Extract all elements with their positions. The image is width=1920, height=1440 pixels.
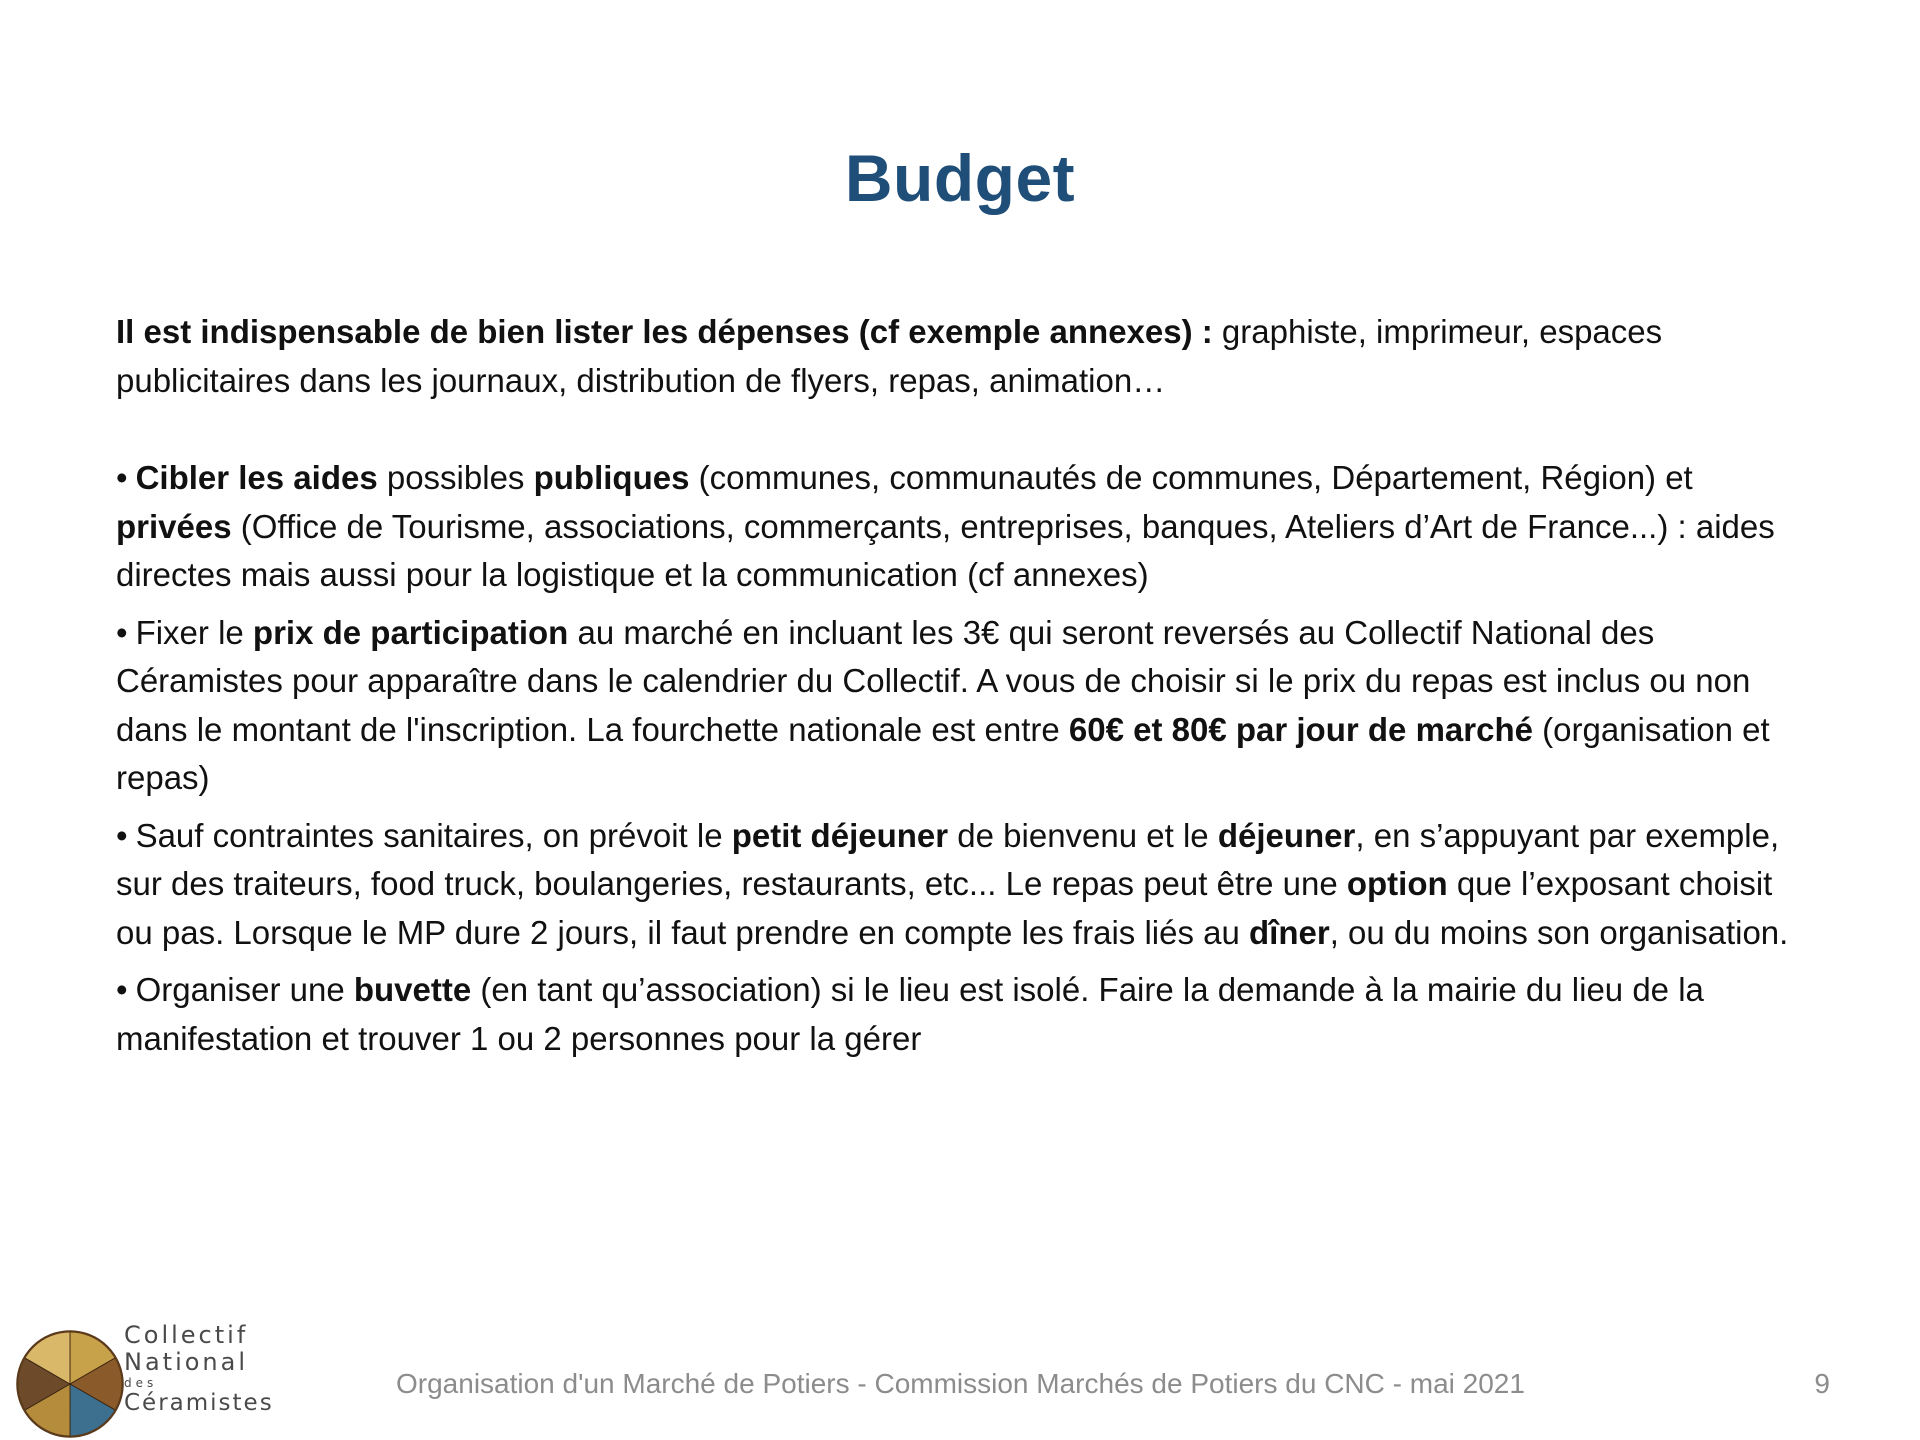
logo-line-3: des — [124, 1376, 158, 1390]
bullet-bold-text: dîner — [1249, 913, 1330, 951]
footer-text: Organisation d'un Marché de Potiers - Commission Marchés de Potiers du CNC - mai 2021 — [396, 1368, 1525, 1399]
bullet-dot: • — [116, 459, 128, 496]
bullet-item — [116, 454, 1816, 600]
bullet-bold-text: prix de participation — [252, 613, 569, 651]
bullet-bold-text: Cibler les aides — [135, 459, 378, 496]
bullet-bold-text: publiques — [533, 459, 690, 496]
bullet-list — [116, 454, 1816, 1063]
page-number: 9 — [1814, 1368, 1830, 1399]
logo-line-1: Collectif — [124, 1321, 249, 1349]
slide-title: Budget — [844, 141, 1076, 215]
logo-disc-icon — [14, 1328, 126, 1440]
intro-paragraph — [116, 308, 1816, 405]
bullet-bold-text: déjeuner — [1217, 816, 1356, 854]
bullet-dot: • — [116, 971, 128, 1008]
bullet-bold-text: option — [1346, 865, 1448, 902]
intro-bold: Il est indispensable de bien lister les dépenses (cf exemple annexes) : — [116, 313, 1213, 350]
bullet-text: possibles — [377, 459, 534, 496]
bullet-text: , en s’appuyant par exemple, sur des traiteurs, food truck, boulangeries, restaurants, etc... Le repas peut être une — [116, 816, 1780, 902]
bullet-dot: • — [116, 613, 128, 651]
bullet-item — [116, 812, 1816, 958]
logo-text — [124, 1322, 274, 1416]
bullet-text: (en tant qu’association) si le lieu est isolé. Faire la demande à la mairie du lieu de la manifestation et trouver 1 ou 2 personnes pour la gérer — [116, 971, 1704, 1057]
bullet-text: (Office de Tourisme, associations, commerçants, entreprises, banques, Ateliers d’Art de France...) : aides directes mais aussi pour la logistique et la communication (cf annexes) — [116, 507, 1775, 593]
bullet-item — [116, 609, 1816, 803]
bullet-text: Organiser une — [135, 971, 354, 1008]
bullet-text: Sauf contraintes sanitaires, on prévoit le — [135, 816, 732, 854]
bullet-text: , ou du moins son organisation. — [1329, 913, 1789, 951]
bullet-text: (organisation et repas) — [116, 710, 1770, 796]
bullet-dot: • — [116, 816, 128, 854]
bullet-bold-text: petit déjeuner — [731, 816, 949, 854]
bullet-bold-text: privées — [116, 507, 232, 545]
bullet-text: Fixer le — [135, 613, 253, 651]
bullet-text: de bienvenu et le — [948, 816, 1218, 854]
cnc-logo — [14, 1316, 274, 1440]
intro-rest: graphiste, imprimeur, espaces publicitaires dans les journaux, distribution de flyers, repas, animation… — [116, 313, 1663, 399]
bullet-text: que l’exposant choisit ou pas. Lorsque le MP dure 2 jours, il faut prendre en compte les frais liés au — [116, 865, 1773, 951]
bullet-item — [116, 966, 1816, 1063]
bullet-bold-text: buvette — [353, 971, 472, 1008]
logo-line-4: Céramistes — [124, 1390, 274, 1416]
bullet-text: au marché en incluant les 3€ qui seront reversés au Collectif National des Céramistes pour apparaître dans le calendrier du Collectif. A vous de choisir si le prix du repas est inclus ou non dans le montant de l'inscription. La fourchette nationale est entre — [116, 613, 1751, 748]
bullet-bold-text: 60€ et 80€ par jour de marché — [1068, 710, 1533, 748]
logo-line-2: National — [124, 1348, 249, 1376]
bullet-text: (communes, communautés de communes, Département, Région) et — [689, 459, 1693, 496]
slide-body — [116, 308, 1816, 1072]
